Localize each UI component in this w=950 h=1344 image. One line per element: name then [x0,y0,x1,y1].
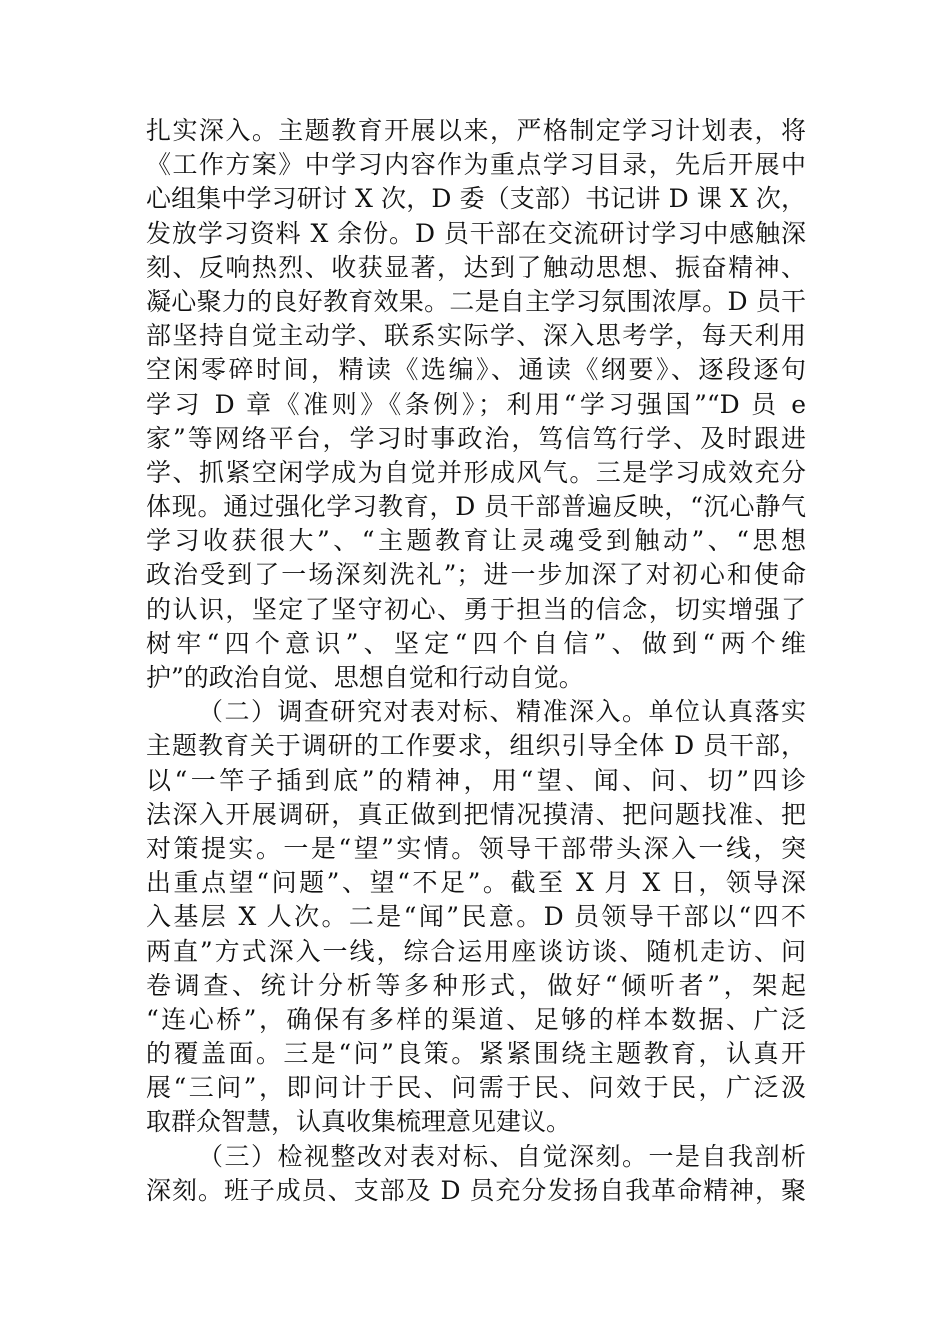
paragraph-line: 深刻。班子成员、支部及 D 员充分发扬自我革命精神，聚 [146,1175,806,1205]
paragraph-line: 卷调查、统计分析等多种形式，做好“倾听者”，架起 [146,970,806,1000]
paragraph-line: 展“三问”，即问计于民、问需于民、问效于民，广泛汲 [146,1073,806,1103]
paragraph-line: 两直”方式深入一线，综合运用座谈访谈、随机走访、问 [146,936,806,966]
paragraph-line: 入基层 X 人次。二是“闻”民意。D 员领导干部以“四不 [146,902,806,932]
paragraph-line: 法深入开展调研，真正做到把情况摸清、把问题找准、把 [146,799,806,829]
paragraph-line: 发放学习资料 X 余份。D 员干部在交流研讨学习中感触深 [146,218,806,248]
document-body [146,114,806,1208]
paragraph-line: 的认识，坚定了坚守初心、勇于担当的信念，切实增强了 [146,594,806,624]
paragraph-line: 体现。通过强化学习教育，D 员干部普遍反映，“沉心静气 [146,492,806,522]
paragraph-line: 主题教育关于调研的工作要求，组织引导全体 D 员干部， [146,731,806,761]
paragraph-line: 刻、反响热烈、收获显著，达到了触动思想、振奋精神、 [146,252,806,282]
paragraph-line: 出重点望“问题”、望“不足”。截至 X 月 X 日，领导深 [146,868,806,898]
paragraph-line: 学习 D 章《准则》《条例》；利用“学习强国”“D 员 e [146,389,806,419]
paragraph-line: 树牢“四个意识”、坚定“四个自信”、做到“两个维 [146,628,806,658]
paragraph-line: 护”的政治自觉、思想自觉和行动自觉。 [146,663,584,692]
paragraph-line: 取群众智慧，认真收集梳理意见建议。 [146,1107,572,1137]
paragraph-line: 对策提实。一是“望”实情。领导干部带头深入一线，突 [146,833,806,863]
paragraph-line: 扎实深入。主题教育开展以来，严格制定学习计划表，将 [146,116,806,145]
section-heading-line: （二）调查研究对表对标、精准深入。单位认真落实 [198,697,806,727]
paragraph-line: 学、抓紧空闲学成为自觉并形成风气。三是学习成效充分 [146,457,806,487]
paragraph-line: 《工作方案》中学习内容作为重点学习目录，先后开展中 [146,150,806,180]
paragraph-line: “连心桥”，确保有多样的渠道、足够的样本数据、广泛 [146,1004,806,1034]
paragraph-line: 空闲零碎时间，精读《选编》、通读《纲要》、逐段逐句 [146,355,806,385]
section-heading-line: （三）检视整改对表对标、自觉深刻。一是自我剖析 [198,1141,806,1171]
paragraph-line: 以“一竿子插到底”的精神，用“望、闻、问、切”四诊 [146,765,806,795]
paragraph-line: 部坚持自觉主动学、联系实际学、深入思考学，每天利用 [146,321,806,351]
paragraph-line: 学习收获很大”、“主题教育让灵魂受到触动”、“思想 [146,526,806,556]
paragraph-line: 的覆盖面。三是“问”良策。紧紧围绕主题教育，认真开 [146,1039,806,1069]
paragraph-line: 家”等网络平台，学习时事政治，笃信笃行学、及时跟进 [146,423,806,453]
paragraph-line: 心组集中学习研讨 X 次，D 委（支部）书记讲 D 课 X 次， [146,184,806,214]
paragraph-line: 政治受到了一场深刻洗礼”；进一步加深了对初心和使命 [146,560,806,590]
paragraph-line: 凝心聚力的良好教育效果。二是自主学习氛围浓厚。D 员干 [146,286,806,316]
